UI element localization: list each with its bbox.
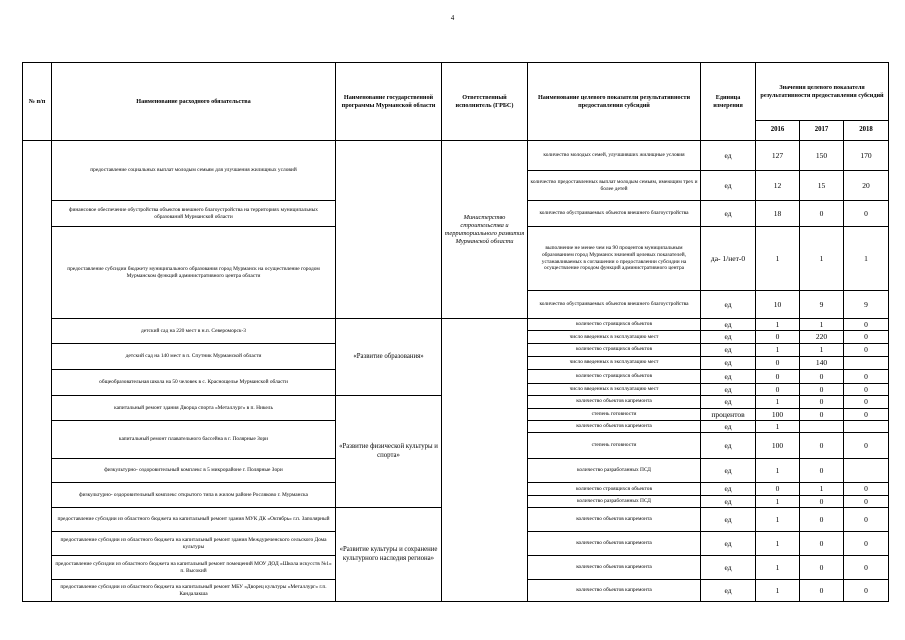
value-2018-cell: 0	[844, 343, 889, 356]
obligation-cell: предоставление субсидии из областного бюджета на капитальный ремонт МБУ «Дворец культуры «Металлург» г.п. Кандалакша	[52, 580, 336, 602]
value-2016-cell: 127	[756, 141, 800, 171]
obligation-cell: предоставление субсидии из областного бюджета на капитальный ремонт помещений МОУ ДОД «Школа искусств №1» п. Высокий	[52, 556, 336, 580]
obligation-cell: предоставление субсидии из областного бюджета на капитальный ремонт здания МУК ДК «Октябрь» г.п. Заполярный	[52, 508, 336, 532]
program-cell: «Развитие образования»	[336, 319, 442, 396]
indicator-cell: количество строящихся объектов	[528, 319, 701, 331]
value-2017-cell: 0	[800, 508, 844, 532]
unit-cell: ед	[701, 420, 756, 432]
value-2016-cell: 0	[756, 383, 800, 395]
value-2016-cell: 1	[756, 580, 800, 602]
value-2016-cell: 1	[756, 319, 800, 331]
value-2016-cell: 0	[756, 356, 800, 369]
indicator-cell: число введенных в эксплуатацию мест	[528, 383, 701, 395]
executor-cell-empty	[442, 319, 528, 602]
value-2016-cell: 10	[756, 291, 800, 319]
value-2018-cell: 1	[844, 227, 889, 291]
value-2016-cell: 1	[756, 396, 800, 408]
unit-cell: ед	[701, 433, 756, 459]
value-2016-cell: 0	[756, 483, 800, 495]
value-2016-cell: 1	[756, 420, 800, 432]
obligation-cell: детский сад на 140 мест в п. Спутник Мурманской области	[52, 343, 336, 369]
program-cell: «Развитие культуры и сохранение культурного наследия региона»	[336, 508, 442, 602]
value-2016-cell: 1	[756, 227, 800, 291]
unit-cell: ед	[701, 343, 756, 356]
unit-cell: ед	[701, 396, 756, 408]
indicator-cell: количество обустраиваемых объектов внешнего благоустройства	[528, 291, 701, 319]
unit-cell: ед	[701, 383, 756, 395]
obligation-cell: физкультурно- оздоровительный комплекс в 5 микрорайоне г. Полярные Зори	[52, 459, 336, 483]
value-2018-cell	[844, 459, 889, 483]
unit-cell: да- 1/нет-0	[701, 227, 756, 291]
value-2017-cell: 15	[800, 171, 844, 201]
indicator-cell: выполнение не менее чем на 90 процентов муниципальным образованием город Мурманск значений целевых показателей, устанавливаемых в соглашении о предоставлении субсидии на осуществление городом функций административного центра	[528, 227, 701, 291]
value-2017-cell: 0	[800, 408, 844, 420]
value-2016-cell: 12	[756, 171, 800, 201]
value-2018-cell: 0	[844, 580, 889, 602]
unit-cell: ед	[701, 580, 756, 602]
obligation-cell: предоставление субсидии бюджету муниципального образования город Мурманск на осуществление городом Мурманском функций административного центра области	[52, 227, 336, 319]
header-year-2016: 2016	[756, 121, 800, 141]
unit-cell: ед	[701, 356, 756, 369]
header-year-2017: 2017	[800, 121, 844, 141]
obligation-cell: предоставление субсидии из областного бюджета на капитальный ремонт здания Междуреченского сельского Дома культуры	[52, 532, 336, 556]
value-2016-cell: 100	[756, 408, 800, 420]
value-2018-cell: 0	[844, 508, 889, 532]
obligation-cell: финансовое обеспечение обустройства объектов внешнего благоустройства на территориях муниципальных образований Мурманской области	[52, 201, 336, 227]
value-2016-cell: 1	[756, 343, 800, 356]
value-2017-cell: 150	[800, 141, 844, 171]
value-2017-cell: 0	[800, 383, 844, 395]
unit-cell: процентов	[701, 408, 756, 420]
obligation-cell: капитальный ремонт плавательного бассейна в г. Полярные Зори	[52, 420, 336, 458]
subsidy-indicators-table	[22, 62, 889, 602]
value-2016-cell: 18	[756, 201, 800, 227]
indicator-cell: количество объектов капремонта	[528, 532, 701, 556]
unit-cell: ед	[701, 459, 756, 483]
value-2017-cell: 0	[800, 556, 844, 580]
obligation-cell: детский сад на 220 мест в н.п. Североморск-3	[52, 319, 336, 344]
value-2018-cell: 0	[844, 319, 889, 331]
header-program: Наименование государственной программы Мурманской области	[336, 63, 442, 141]
obligation-cell: физкультурно- оздоровительный комплекс открытого типа в жилом районе Росляково г. Мурманска	[52, 483, 336, 508]
value-2017-cell: 0	[800, 495, 844, 507]
indicator-cell: степень готовности	[528, 408, 701, 420]
indicator-cell: количество строящихся объектов	[528, 483, 701, 495]
value-2018-cell	[844, 420, 889, 432]
program-cell: «Развитие физической культуры и спорта»	[336, 396, 442, 508]
value-2016-cell: 1	[756, 459, 800, 483]
unit-cell: ед	[701, 556, 756, 580]
value-2017-cell: 220	[800, 331, 844, 343]
value-2016-cell: 0	[756, 369, 800, 383]
unit-cell: ед	[701, 319, 756, 331]
value-2018-cell: 0	[844, 369, 889, 383]
value-2017-cell: 140	[800, 356, 844, 369]
value-2017-cell	[800, 420, 844, 432]
indicator-cell: количество строящихся объектов	[528, 369, 701, 383]
value-2018-cell: 0	[844, 556, 889, 580]
obligation-cell: общеобразовательная школа на 50 человек в с. Краснощелье Мурманской области	[52, 369, 336, 395]
value-2016-cell: 100	[756, 433, 800, 459]
value-2018-cell: 9	[844, 291, 889, 319]
unit-cell: ед	[701, 291, 756, 319]
value-2018-cell	[844, 356, 889, 369]
indicator-cell: количество разработанных ПСД	[528, 459, 701, 483]
value-2017-cell: 0	[800, 201, 844, 227]
unit-cell: ед	[701, 201, 756, 227]
value-2018-cell: 0	[844, 532, 889, 556]
value-2017-cell: 1	[800, 343, 844, 356]
value-2018-cell: 0	[844, 495, 889, 507]
indicator-cell: количество объектов капремонта	[528, 420, 701, 432]
value-2016-cell: 1	[756, 556, 800, 580]
indicator-cell: число введенных в эксплуатацию мест	[528, 356, 701, 369]
header-values: Значения целевого показателя результативности предоставления субсидий	[756, 63, 889, 121]
indicator-cell: количество молодых семей, улучшивших жилищные условия	[528, 141, 701, 171]
value-2018-cell: 0	[844, 483, 889, 495]
header-year-2018: 2018	[844, 121, 889, 141]
num-cell	[23, 141, 52, 602]
value-2017-cell: 0	[800, 369, 844, 383]
header-indicator: Наименование целевого показатели результативности предоставления субсидий	[528, 63, 701, 141]
value-2017-cell: 0	[800, 433, 844, 459]
header-unit: Единица измерения	[701, 63, 756, 141]
value-2017-cell: 1	[800, 483, 844, 495]
obligation-cell: предоставление социальных выплат молодым семьям для улучшения жилищных условий	[52, 141, 336, 201]
unit-cell: ед	[701, 495, 756, 507]
value-2018-cell: 0	[844, 383, 889, 395]
indicator-cell: число введенных в эксплуатацию мест	[528, 331, 701, 343]
unit-cell: ед	[701, 532, 756, 556]
program-cell-empty	[336, 141, 442, 319]
indicator-cell: количество строящихся объектов	[528, 343, 701, 356]
value-2016-cell: 1	[756, 532, 800, 556]
indicator-cell: количество объектов капремонта	[528, 580, 701, 602]
header-num: № п/п	[23, 63, 52, 141]
indicator-cell: количество обустраиваемых объектов внешнего благоустройства	[528, 201, 701, 227]
value-2017-cell: 0	[800, 532, 844, 556]
indicator-cell: количество объектов капремонта	[528, 556, 701, 580]
indicator-cell: количество предоставленных выплат молодым семьям, имеющим трех и более детей	[528, 171, 701, 201]
value-2016-cell: 0	[756, 331, 800, 343]
unit-cell: ед	[701, 508, 756, 532]
value-2017-cell: 1	[800, 319, 844, 331]
indicator-cell: количество объектов капремонта	[528, 508, 701, 532]
value-2018-cell: 0	[844, 433, 889, 459]
obligation-cell: капитальный ремонт здания Дворца спорта «Металлург» в п. Никель	[52, 396, 336, 421]
value-2017-cell: 0	[800, 580, 844, 602]
executor-cell: Министерство строительства и территориального развития Мурманской области	[442, 141, 528, 319]
value-2016-cell: 1	[756, 495, 800, 507]
header-obligation: Наименование расходного обязательства	[52, 63, 336, 141]
value-2017-cell: 0	[800, 396, 844, 408]
indicator-cell: степень готовности	[528, 433, 701, 459]
header-executor: Ответственный исполнитель (ГРБС)	[442, 63, 528, 141]
page-number: 4	[450, 14, 455, 22]
value-2018-cell: 0	[844, 201, 889, 227]
value-2018-cell: 0	[844, 331, 889, 343]
unit-cell: ед	[701, 483, 756, 495]
value-2018-cell: 0	[844, 408, 889, 420]
value-2018-cell: 170	[844, 141, 889, 171]
unit-cell: ед	[701, 141, 756, 171]
value-2017-cell: 0	[800, 459, 844, 483]
unit-cell: ед	[701, 171, 756, 201]
value-2016-cell: 1	[756, 508, 800, 532]
value-2017-cell: 1	[800, 227, 844, 291]
value-2018-cell: 20	[844, 171, 889, 201]
indicator-cell: количество объектов капремонта	[528, 396, 701, 408]
indicator-cell: количество разработанных ПСД	[528, 495, 701, 507]
unit-cell: ед	[701, 369, 756, 383]
value-2017-cell: 9	[800, 291, 844, 319]
unit-cell: ед	[701, 331, 756, 343]
value-2018-cell: 0	[844, 396, 889, 408]
